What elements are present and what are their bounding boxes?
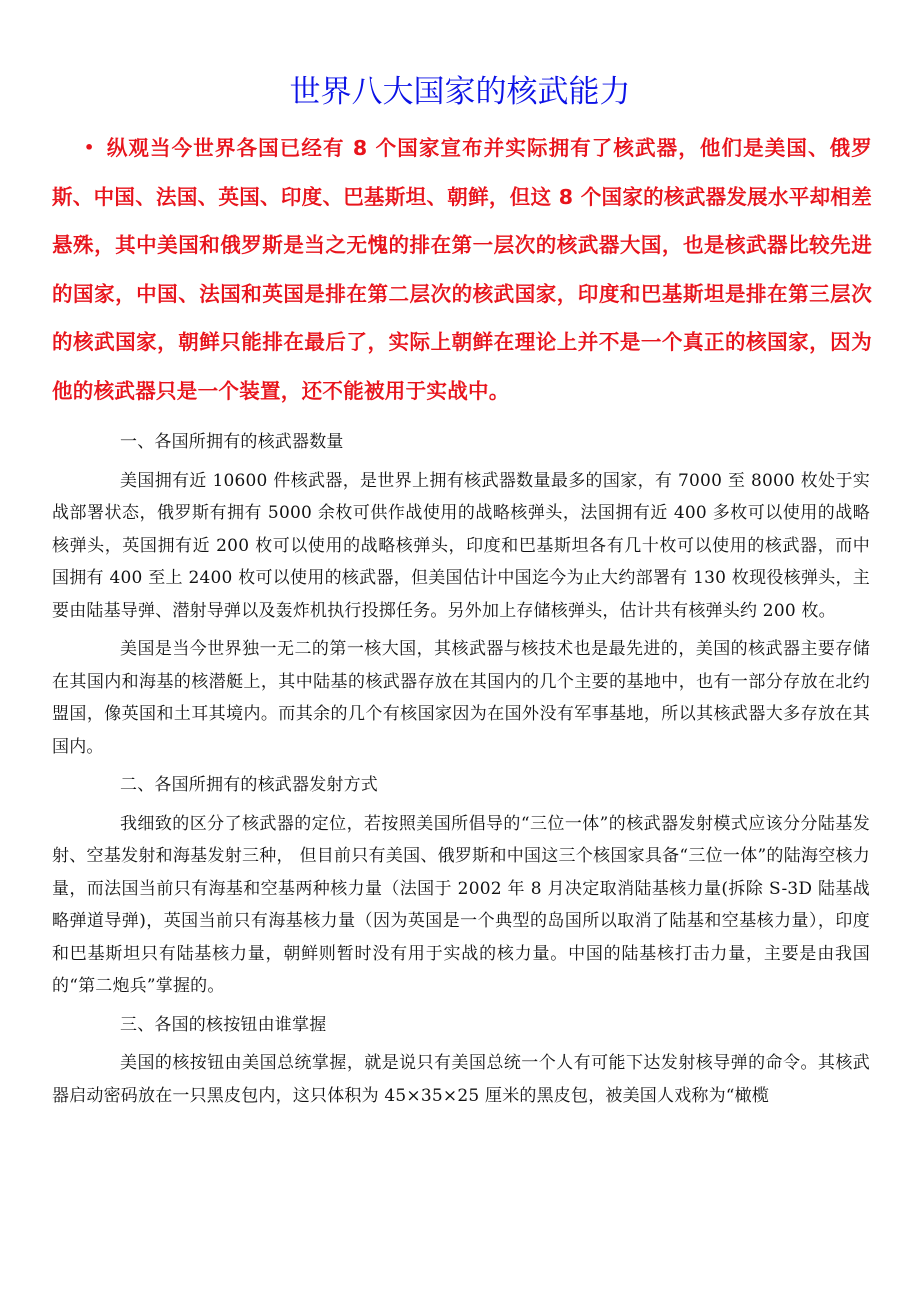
section-heading-2: 二、各国所拥有的核武器发射方式 bbox=[120, 775, 378, 795]
paragraph-1-2: 美国是当今世界独一无二的第一核大国，其核武器与核技术也是最先进的，美国的核武器主要存储在其国内和海基的核潜艇上，其中陆基的核武器存放在其国内的几个主要的基地中，也有一部分存放在北约盟国，像英国和土耳其境内。而其余的几个有核国家因为在国外没有军事基地，所以其核武器大多存放在其国内。 bbox=[52, 639, 870, 757]
summary-text: 纵观当今世界各国已经有 8 个国家宣布并实际拥有了核武器，他们是美国、俄罗斯、中国、法国、英国、印度、巴基斯坦、朝鲜，但这 8 个国家的核武器发展水平却相差悬殊，其中美国和俄罗斯是当之无愧的排在第一层次的核武器大国，也是核武器比较先进的国家，中国、法国和英国是排在第二层次的核武国家，印度和巴基斯坦是排在第三层次的核武国家，朝鲜只能排在最后了，实际上朝鲜在理论上并不是一个真正的核国家，因为他的核武器只是一个装置，还不能被用于实战中。 bbox=[52, 136, 872, 403]
paragraph-3-1: 美国的核按钮由美国总统掌握，就是说只有美国总统一个人有可能下达发射核导弹的命令。其核武器启动密码放在一只黑皮包内，这只体积为 45×35×25 厘米的黑皮包，被美国人戏称为“橄榄 bbox=[52, 1053, 870, 1106]
paragraph-2-1: 我细致的区分了核武器的定位，若按照美国所倡导的“三位一体”的核武器发射模式应该分分陆基发射、空基发射和海基发射三种， 但目前只有美国、俄罗斯和中国这三个核国家具备“三位一体”的陆海空核力量，而法国当前只有海基和空基两种核力量（法国于 2002 年 8 月决定取消陆基核力量(拆除 S-3D 陆基战略弹道导弹)，英国当前只有海基核力量（因为英国是一个典型的岛国所以取消了陆基和空基核力量），印度和巴基斯坦只有陆基核力量，朝鲜则暂时没有用于实战的核力量。中国的陆基核打击力量，主要是由我国的“第二炮兵”掌握的。 bbox=[52, 813, 870, 996]
paragraph-1-1: 美国拥有近 10600 件核武器，是世界上拥有核武器数量最多的国家，有 7000 至 8000 枚处于实战部署状态，俄罗斯有拥有 5000 余枚可供作战使用的战略核弹头，法国拥有近 400 多枚可以使用的战略核弹头，英国拥有近 200 枚可以使用的战略核弹头，印度和巴基斯坦各有几十枚可以使用的核武器，而中国拥有 400 至上 2400 枚可以使用的核武器，但美国估计中国迄今为止大约部署有 130 枚现役核弹头，主要由陆基导弹、潜射导弹以及轰炸机执行投掷任务。另外加上存储核弹头，估计共有核弹头约 200 枚。 bbox=[52, 470, 870, 621]
section-heading-1: 一、各国所拥有的核武器数量 bbox=[120, 432, 344, 452]
summary-paragraph bbox=[52, 124, 872, 415]
page-title: 世界八大国家的核武能力 bbox=[289, 74, 631, 110]
bullet-icon: • bbox=[84, 138, 95, 157]
section-heading-3: 三、各国的核按钮由谁掌握 bbox=[120, 1014, 327, 1035]
body-text bbox=[52, 420, 870, 1118]
